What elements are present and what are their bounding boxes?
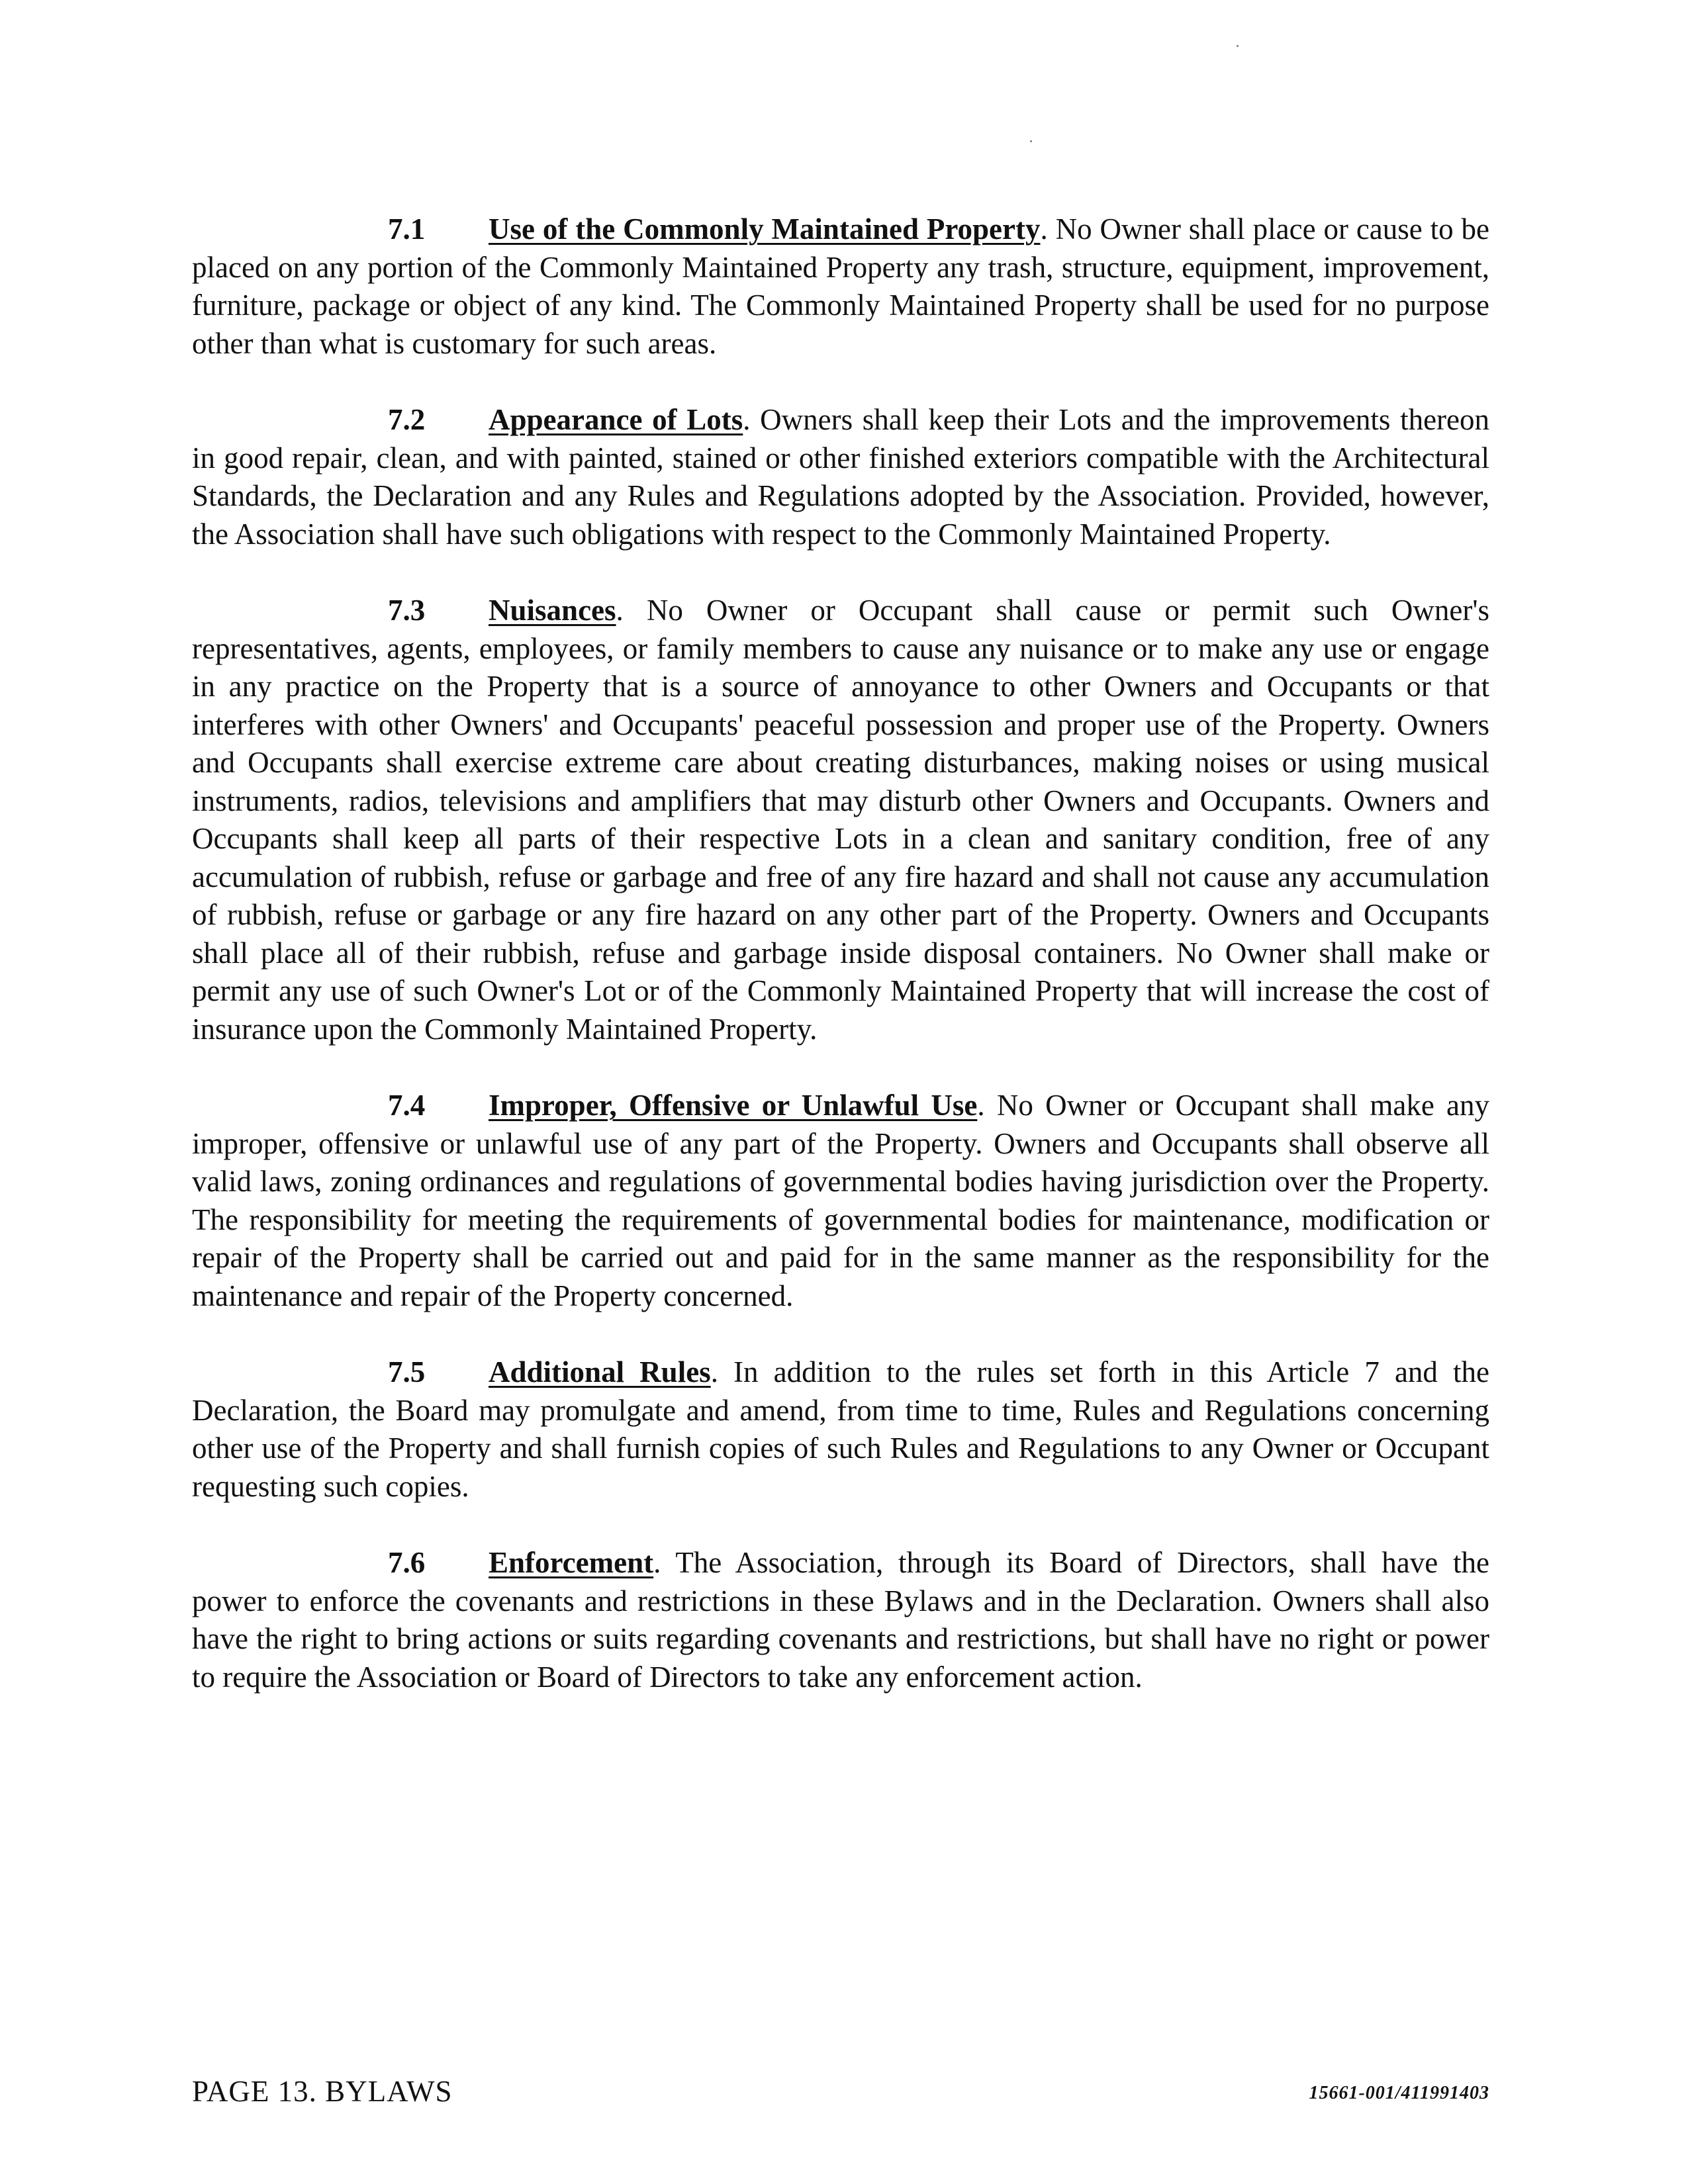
section-body: . No Owner or Occupant shall make any improper, offensive or unlawful use of any part of the Property. Owners and Occupants shall observe all valid laws, zoning ordinances and regulations of governmental bodies having jurisdiction over the Property. The responsibility for meeting the requirements of governmental bodies for maintenance, modification or repair of the Property shall be carried out and paid for in the same manner as the responsibility for the maintenance and repair of the Property concerned. (192, 1089, 1489, 1312)
section-number: 7.1 (388, 212, 426, 246)
section-number: 7.3 (388, 594, 426, 627)
section-7-2 (192, 401, 1489, 553)
section-number: 7.4 (388, 1089, 426, 1122)
section-body: . Owners shall keep their Lots and the improvements thereon in good repair, clean, and with painted, stained or other finished exteriors compatible with the Architectural Standards, the Declaration and any Rules and Regulations adopted by the Association. Provided, however, the Association shall have such obligations with respect to the Commonly Maintained Property. (192, 403, 1489, 551)
section-body: . No Owner or Occupant shall cause or permit such Owner's representatives, agents, employees, or family members to cause any nuisance or to make any use or engage in any practice on the Property that is a source of annoyance to other Owners and Occupants or that interferes with other Owners' and Occupants' peaceful possession and proper use of the Property. Owners and Occupants shall exercise extreme care about creating disturbances, making noises or using musical instruments, radios, televisions and amplifiers that may disturb other Owners and Occupants. Owners and Occupants shall keep all parts of their respective Lots in a clean and sanitary condition, free of any accumulation of rubbish, refuse or garbage and free of any fire hazard and shall not cause any accumulation of rubbish, refuse or garbage or any fire hazard on any other part of the Property. Owners and Occupants shall place all of their rubbish, refuse and garbage inside disposal containers. No Owner shall make or permit any use of such Owner's Lot or of the Commonly Maintained Property that will increase the cost of insurance upon the Commonly Maintained Property. (192, 594, 1489, 1046)
document-page (192, 210, 1489, 1735)
section-heading: Nuisances (489, 594, 616, 627)
section-7-3 (192, 592, 1489, 1048)
section-heading: Improper, Offensive or Unlawful Use (489, 1089, 978, 1122)
section-number: 7.2 (388, 403, 426, 436)
section-number: 7.6 (388, 1546, 426, 1579)
section-7-1 (192, 210, 1489, 363)
section-body: . No Owner shall place or cause to be placed on any portion of the Commonly Maintained Property any trash, structure, equipment, improvement, furniture, package or object of any kind. The Commonly Maintained Property shall be used for no purpose other than what is customary for such areas. (192, 212, 1489, 360)
document-id: 15661-001/411991403 (1309, 2083, 1489, 2103)
section-heading: Additional Rules (489, 1355, 711, 1388)
page-footer-label: PAGE 13. BYLAWS (192, 2075, 453, 2108)
section-7-4 (192, 1087, 1489, 1315)
scan-speck (1030, 140, 1032, 142)
section-number: 7.5 (388, 1355, 426, 1388)
section-body: . In addition to the rules set forth in this Article 7 and the Declaration, the Board may promulgate and amend, from time to time, Rules and Regulations concerning other use of the Property and shall furnish copies of such Rules and Regulations to any Owner or Occupant requesting such copies. (192, 1355, 1489, 1503)
section-heading: Use of the Commonly Maintained Property (489, 212, 1041, 246)
scan-speck (1237, 45, 1239, 47)
section-7-6 (192, 1544, 1489, 1696)
section-7-5 (192, 1353, 1489, 1506)
section-body: . The Association, through its Board of Directors, shall have the power to enforce the covenants and restrictions in these Bylaws and in the Declaration. Owners shall also have the right to bring actions or suits regarding covenants and restrictions, but shall have no right or power to require the Association or Board of Directors to take any enforcement action. (192, 1546, 1489, 1694)
section-heading: Appearance of Lots (489, 403, 743, 436)
section-heading: Enforcement (489, 1546, 654, 1579)
